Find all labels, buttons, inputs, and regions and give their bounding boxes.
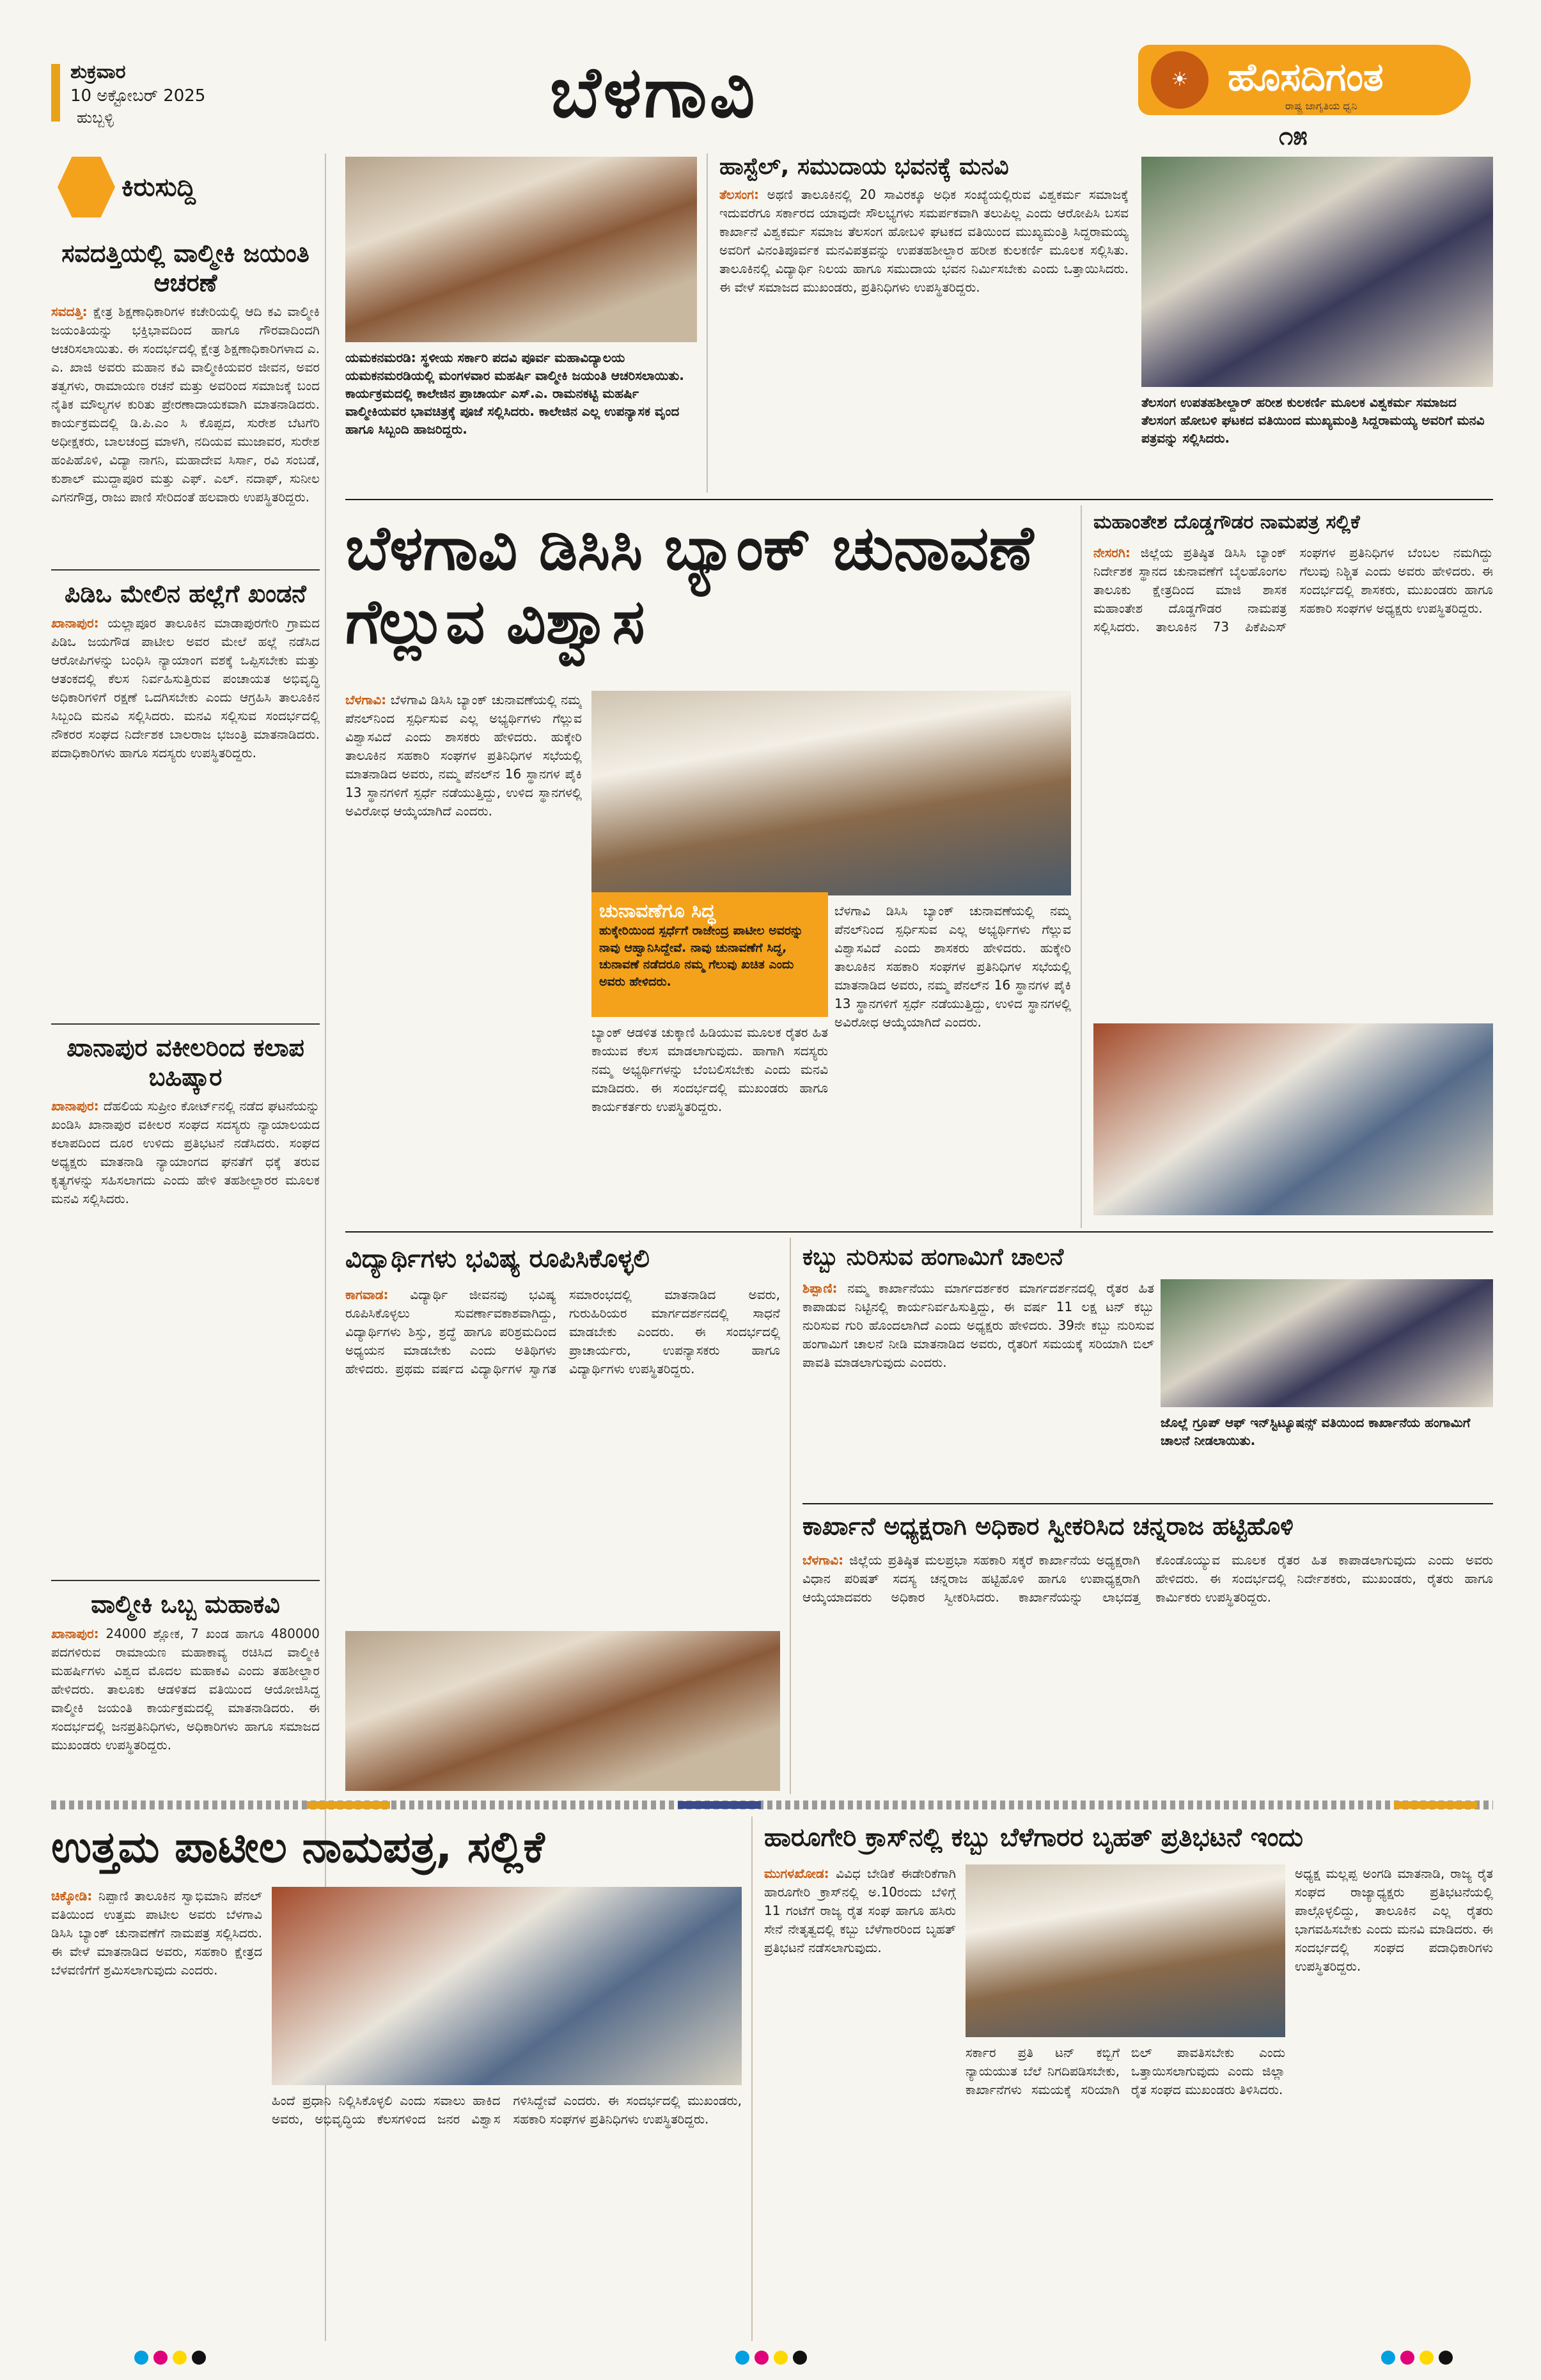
dcc-body-col3: ಬೆಳಗಾವಿ ಡಿಸಿಸಿ ಬ್ಯಾಂಕ್ ಚುನಾವಣೆಯಲ್ಲಿ ನಮ್ಮ ಪೆನಲ್‌ನಿಂದ ಸ್ಪರ್ಧಿಸುವ ಎಲ್ಲ ಅಭ್ಯರ್ಥಿಗಳು ಗೆಲ್ಲುವ ವಿಶ್ವಾಸವಿದೆ ಎಂದು ಶಾಸಕರು ಹೇಳಿದರು. ಹುಕ್ಕೇರಿ ತಾಲೂಕಿನ ಸಹಕಾರಿ ಸಂಘಗಳ ಪ್ರತಿನಿಧಿಗಳ ಸಭೆಯಲ್ಲಿ ಮಾತನಾಡಿದ ಅವರು, ನಮ್ಮ ಪೆನಲ್‌ನ 16 ಸ್ಥಾನಗಳ ಪೈಕಿ 13 ಸ್ಥಾನಗಳಿಗೆ ಸ್ಪರ್ಧೆ ನಡೆಯುತ್ತಿದ್ದು, ಉಳಿದ ಸ್ಥಾನಗಳಲ್ಲಿ ಅವಿರೋಧ ಆಯ್ಕೆಯಾಗಿದೆ ಎಂದರು. [834,903,1071,1030]
brief-story [51,569,320,1017]
dcc-pullquote [591,892,828,1017]
uttam-headline: ಉತ್ತಮ ಪಾಟೀಲ ನಾಮಪತ್ರ, ಸಲ್ಲಿಕೆ [51,1822,545,1873]
issue-date: 10 ಅಕ್ಟೋಬರ್ 2025 [70,86,206,106]
column-divider [707,154,708,493]
brief-body: ಖಾನಾಪುರ: ಯಲ್ಲಾಪೂರ ತಾಲೂಕಿನ ಮಾಡಾಪುರಗೇರಿ ಗ್ರಾಮದ ಪಿಡಿಒ ಜಯಗೌಡ ಪಾಟೀಲ ಅವರ ಮೇಲೆ ಹಲ್ಲೆ ನಡೆಸಿದ ಆರೋಪಿಗಳನ್ನು ಬಂಧಿಸಿ ನ್ಯಾಯಾಂಗ ವಶಕ್ಕೆ ಒಪ್ಪಿಸಬೇಕು ಮತ್ತು ಆತಂಕದಲ್ಲಿ ಕೆಲಸ ನಿರ್ವಹಿಸುತ್ತಿರುವ ಪಂಚಾಯತ ಅಭಿವೃದ್ಧಿ ಅಧಿಕಾರಿಗಳಿಗೆ ರಕ್ಷಣೆ ಒದಗಿಸಬೇಕು ಎಂದು ಆಗ್ರಹಿಸಿ ತಾಲೂಕಿನ ಸಿಬ್ಬಂದಿ ಮನವಿ ಸಲ್ಲಿಸಿದರು. ಮನವಿ ಸಲ್ಲಿಸುವ ಸಂದರ್ಭದಲ್ಲಿ ನೌಕರರ ಸಂಘದ ನಿರ್ದೇಶಕ ಬಾಲರಾಜ ಭಜಂತ್ರಿ ಮಾತನಾಡಿದರು. ಪದಾಧಿಕಾರಿಗಳು ಹಾಗೂ ಸದಸ್ಯರು ಉಪಸ್ಥಿತರಿದ್ದರು. [51,615,320,760]
sugarcane-body: ಶಿಪ್ಪಾಣಿ: ನಮ್ಮ ಕಾರ್ಖಾನೆಯು ಮಾರ್ಗದರ್ಶಕರ ಮಾರ್ಗದರ್ಶನದಲ್ಲಿ ರೈತರ ಹಿತ ಕಾಪಾಡುವ ನಿಟ್ಟಿನಲ್ಲಿ ಕಾರ್ಯನಿರ್ವಹಿಸುತ್ತಿದ್ದು, ಈ ವರ್ಷ 11 ಲಕ್ಷ ಟನ್ ಕಬ್ಬು ನುರಿಸುವ ಗುರಿ ಹೊಂದಲಾಗಿದೆ ಎಂದು ಅಧ್ಯಕ್ಷರು ಹೇಳಿದರು. 39ನೇ ಕಬ್ಬು ನುರಿಸುವ ಹಂಗಾಮಿಗೆ ಚಾಲನೆ ನೀಡಿ ಮಾತನಾಡಿದ ಅವರು, ರೈತರಿಗೆ ಸಮಯಕ್ಕೆ ಸರಿಯಾಗಿ ಬಿಲ್ ಪಾವತಿ ಮಾಡಲಾಗುವುದು ಎಂದರು. [802,1281,1154,1370]
chennaraj-dateline: ಬೆಳಗಾವಿ: [802,1552,844,1568]
harugeri-body-col1: ಮುಗಳಖೋಡ: ವಿವಿಧ ಬೇಡಿಕೆ ಈಡೇರಿಕೆಗಾಗಿ ಹಾರೂಗೇರಿ ಕ್ರಾಸ್‌ನಲ್ಲಿ ಅ.10ರಂದು ಬೆಳಿಗ್ಗೆ 11 ಗಂಟೆಗೆ ರಾಜ್ಯ ರೈತ ಸಂಘ ಹಾಗೂ ಹಸಿರು ಸೇನೆ ನೇತೃತ್ವದಲ್ಲಿ ಕಬ್ಬು ಬೆಳೆಗಾರರಿಂದ ಬೃಹತ್ ಪ್ರತಿಭಟನೆ ನಡೆಸಲಾಗುವುದು. [764,1866,956,1955]
edition-location: ಹುಬ್ಬಳ್ಳಿ [77,109,114,127]
section-rule [345,1231,1493,1233]
brief-headline: ಪಿಡಿಒ ಮೇಲಿನ ಹಲ್ಲೆಗೆ ಖಂಡನೆ [65,579,306,608]
students-dateline: ಕಾಗವಾಡ: [345,1287,389,1302]
registration-marks [735,2351,812,2367]
brief-dateline: ಖಾನಾಪುರ: [51,1625,99,1641]
pullquote-text: ಹುಕ್ಕೇರಿಯಿಂದ ಸ್ಪರ್ಧೆಗೆ ರಾಜೇಂದ್ರ ಪಾಟೀಲ ಅವರನ್ನು ನಾವು ಆಹ್ವಾನಿಸಿದ್ದೇವೆ. ನಾವು ಚುನಾವಣೆಗೆ ಸಿದ್ಧ, ಚುನಾವಣೆ ನಡೆದರೂ ನಮ್ಮ ಗೆಲುವು ಖಚಿತ ಎಂದು ಅವರು ಹೇಳಿದರು. [599,924,804,989]
valmiki-jayanti-caption: ಯಮಕನಮರಡಿ: ಸ್ಥಳೀಯ ಸರ್ಕಾರಿ ಪದವಿ ಪೂರ್ವ ಮಹಾವಿದ್ಯಾಲಯ ಯಮಕನಮರಡಿಯಲ್ಲಿ ಮಂಗಳವಾರ ಮಹರ್ಷಿ ವಾಲ್ಮೀಕಿ ಜಯಂತಿ ಆಚರಿಸಲಾಯಿತು. ಕಾರ್ಯಕ್ರಮದಲ್ಲಿ ಕಾಲೇಜಿನ ಪ್ರಾಚಾರ್ಯ ಎಸ್.ಎ. ರಾಮನಕಟ್ಟಿ ಮಹರ್ಷಿ ವಾಲ್ಮೀಕಿಯವರ ಭಾವಚಿತ್ರಕ್ಕೆ ಪೂಜೆ ಸಲ್ಲಿಸಿದರು. ಕಾಲೇಜಿನ ಎಲ್ಲ ಉಪನ್ಯಾಸಕ ವೃಂದ ಹಾಗೂ ಸಿಬ್ಬಂದಿ ಹಾಜರಿದ್ದರು. [345,350,684,437]
brief-dateline: ಖಾನಾಪುರ: [51,1098,99,1114]
harugeri-body-col2: ಸರ್ಕಾರ ಪ್ರತಿ ಟನ್ ಕಬ್ಬಿಗೆ ನ್ಯಾಯಯುತ ಬೆಲೆ ನಿಗದಿಪಡಿಸಬೇಕು, ಕಾರ್ಖಾನೆಗಳು ಸಮಯಕ್ಕೆ ಸರಿಯಾಗಿ ಬಿಲ್ ಪಾವತಿಸಬೇಕು ಎಂದು ಒತ್ತಾಯಿಸಲಾಗುವುದು ಎಂದು ಜಿಲ್ಲಾ ರೈತ ಸಂಘದ ಮುಖಂಡರು ತಿಳಿಸಿದರು. [966,2045,1285,2097]
brief-headline: ವಾಲ್ಮೀಕಿ ಒಬ್ಬ ಮಹಾಕವಿ [91,1590,280,1618]
hostel-headline: ಹಾಸ್ಟೆಲ್, ಸಮುದಾಯ ಭವನಕ್ಕೆ ಮನವಿ [719,154,1009,180]
students-body: ಕಾಗವಾಡ: ವಿದ್ಯಾರ್ಥಿ ಜೀವನವು ಭವಿಷ್ಯ ರೂಪಿಸಿಕೊಳ್ಳಲು ಸುವರ್ಣಾವಕಾಶವಾಗಿದ್ದು, ವಿದ್ಯಾರ್ಥಿಗಳು ಶಿಸ್ತು, ಶ್ರದ್ಧೆ ಹಾಗೂ ಪರಿಶ್ರಮದಿಂದ ಅಧ್ಯಯನ ಮಾಡಬೇಕು ಎಂದು ಅತಿಥಿಗಳು ಹೇಳಿದರು. ಪ್ರಥಮ ವರ್ಷದ ವಿದ್ಯಾರ್ಥಿಗಳ ಸ್ವಾಗತ ಸಮಾರಂಭದಲ್ಲಿ ಮಾತನಾಡಿದ ಅವರು, ಗುರುಹಿರಿಯರ ಮಾರ್ಗದರ್ಶನದಲ್ಲಿ ಸಾಧನೆ ಮಾಡಬೇಕು ಎಂದರು. ಈ ಸಂದರ್ಭದಲ್ಲಿ ಪ್ರಾಚಾರ್ಯರು, ಉಪನ್ಯಾಸಕರು ಹಾಗೂ ವಿದ್ಯಾರ್ಥಿಗಳು ಉಪಸ್ಥಿತರಿದ್ದರು. [345,1287,780,1376]
harugeri-headline: ಹಾರೂಗೇರಿ ಕ್ರಾಸ್‌ನಲ್ಲಿ ಕಬ್ಬು ಬೆಳೆಗಾರರ ಬೃಹತ್ ಪ್ರತಿಭಟನೆ ಇಂದು [764,1823,1303,1852]
divider-accent [1394,1801,1477,1809]
hostel-dateline: ತೆಲಸಂಗ: [719,187,760,202]
brief-dateline: ಖಾನಾಪುರ: [51,615,99,631]
brand-name: ಹೊಸದಿಗಂತ [1228,55,1384,100]
masthead [0,0,1541,151]
section-rule [345,499,1493,500]
harugeri-dateline: ಮುಗಳಖೋಡ: [764,1866,829,1881]
brief-body: ಖಾನಾಪುರ: 24000 ಶ್ಲೋಕ, 7 ಖಂಡ ಹಾಗೂ 480000 ಪದಗಳಿರುವ ರಾಮಾಯಣ ಮಹಾಕಾವ್ಯ ರಚಿಸಿದ ವಾಲ್ಮೀಕಿ ಮಹರ್ಷಿಗಳು ವಿಶ್ವದ ಮೊದಲ ಮಹಾಕವಿ ಎಂದು ತಹಶೀಲ್ದಾರ ಹೇಳಿದರು. ತಾಲೂಕು ಆಡಳಿತದ ವತಿಯಿಂದ ಆಯೋಜಿಸಿದ್ದ ವಾಲ್ಮೀಕಿ ಜಯಂತಿ ಕಾರ್ಯಕ್ರಮದಲ್ಲಿ ಮಾತನಾಡಿದರು. ಈ ಸಂದರ್ಭದಲ್ಲಿ ಜನಪ್ರತಿನಿಧಿಗಳು, ಅಧಿಕಾರಿಗಳು ಹಾಗೂ ಸಮಾಜದ ಮುಖಂಡರು ಉಪಸ್ಥಿತರಿದ್ದರು. [51,1625,320,1753]
kirusuddi-label: ಕಿರುಸುದ್ದಿ [121,173,196,202]
mahantesh-body: ನೇಸರಗಿ: ಜಿಲ್ಲೆಯ ಪ್ರತಿಷ್ಠಿತ ಡಿಸಿಸಿ ಬ್ಯಾಂಕ್ ನಿರ್ದೇಶಕ ಸ್ಥಾನದ ಚುನಾವಣೆಗೆ ಬೈಲಹೊಂಗಲ ತಾಲೂಕು ಕ್ಷೇತ್ರದಿಂದ ಮಾಜಿ ಶಾಸಕ ಮಹಾಂತೇಶ ದೊಡ್ಡಗೌಡರ ನಾಮಪತ್ರ ಸಲ್ಲಿಸಿದರು. ತಾಲೂಕಿನ 73 ಪಿಕೆಪಿಎಸ್ ಸಂಘಗಳ ಪ್ರತಿನಿಧಿಗಳ ಬೆಂಬಲ ನಮಗಿದ್ದು ಗೆಲುವು ನಿಶ್ಚಿತ ಎಂದು ಅವರು ಹೇಳಿದರು. ಈ ಸಂದರ್ಭದಲ್ಲಿ ಶಾಸಕರು, ಮುಖಂಡರು ಹಾಗೂ ಸಹಕಾರಿ ಸಂಘಗಳ ಅಧ್ಯಕ್ಷರು ಉಪಸ್ಥಿತರಿದ್ದರು. [1093,545,1493,634]
section-rule [802,1503,1493,1504]
dcc-dateline: ಬೆಳಗಾವಿ: [345,692,387,707]
uttam-dateline: ಚಿಕ್ಕೋಡಿ: [51,1888,93,1903]
sun-icon: ☀ [1151,51,1209,109]
dcc-headline: ಬೆಳಗಾವಿ ಡಿಸಿಸಿ ಬ್ಯಾಂಕ್ ಚುನಾವಣೆ ಗೆಲ್ಲುವ ವಿಶ್ವಾಸ [345,512,1034,658]
issue-day: ಶುಕ್ರವಾರ [70,61,126,83]
brief-headline: ಖಾನಾಪುರ ವಕೀಲರಿಂದ ಕಲಾಪ ಬಹಿಷ್ಕಾರ [66,1034,304,1091]
column-divider [751,1817,753,2341]
divider-stripe [51,1801,1493,1809]
dcc-body-col2: ಬ್ಯಾಂಕ್ ಆಡಳಿತ ಚುಕ್ಕಾಣಿ ಹಿಡಿಯುವ ಮೂಲಕ ರೈತರ ಹಿತ ಕಾಯುವ ಕೆಲಸ ಮಾಡಲಾಗುವುದು. ಹಾಗಾಗಿ ಸದಸ್ಯರು ನಮ್ಮ ಅಭ್ಯರ್ಥಿಗಳನ್ನು ಬೆಂಬಲಿಸಬೇಕು ಎಂದು ಮನವಿ ಮಾಡಿದರು. ಈ ಸಂದರ್ಭದಲ್ಲಿ ಮುಖಂಡರು ಹಾಗೂ ಕಾರ್ಯಕರ್ತರು ಉಪಸ್ಥಿತರಿದ್ದರು. [591,1025,828,1114]
divider-accent [307,1801,390,1809]
mahantesh-headline: ಮಹಾಂತೇಶ ದೊಡ್ಡಗೌಡರ ನಾಮಪತ್ರ ಸಲ್ಲಿಕೆ [1093,511,1360,533]
uttam-photo [272,1887,742,2085]
masthead-accent [51,64,60,122]
registration-marks [134,2351,211,2367]
sugarcane-photo [1161,1279,1493,1407]
pullquote-title: ಚುನಾವಣೆಗೂ ಸಿದ್ಧ [599,900,716,922]
brief-body: ಸವದತ್ತಿ: ಕ್ಷೇತ್ರ ಶಿಕ್ಷಣಾಧಿಕಾರಿಗಳ ಕಚೇರಿಯಲ್ಲಿ ಆದಿ ಕವಿ ವಾಲ್ಮೀಕಿ ಜಯಂತಿಯನ್ನು ಭಕ್ತಿಭಾವದಿಂದ ಹಾಗೂ ಗೌರವಾದಿಂದಗಿ ಆಚರಿಸಲಾಯಿತು. ಈ ಸಂದರ್ಭದಲ್ಲಿ ಕ್ಷೇತ್ರ ಶಿಕ್ಷಣಾಧಿಕಾರಿಗಳಾದ ಎ. ಎ. ಖಾಜಿ ಅವರು ಮಹಾನ ಕವಿ ವಾಲ್ಮೀಕಿಯವರ ಜೀವನ, ಅವರ ತತ್ವಗಳು, ರಾಮಾಯಣ ರಚನೆ ಮತ್ತು ಅವರಿಂದ ಸಮಾಜಕ್ಕೆ ಬಂದ ನೈತಿಕ ಮೌಲ್ಯಗಳ ಕುರಿತು ಪ್ರೇರಣಾದಾಯಕವಾಗಿ ಮಾತನಾಡಿದರು. ಕಾರ್ಯಕ್ರಮದಲ್ಲಿ ಡಿ.ಪಿ.ಎಂ ಸಿ ಕೊಪ್ಪದ, ಸುರೇಶ ಬೆಟಗೆರಿ ಅಧೀಕ್ಷಕರು, ಬಾಲಚಂದ್ರ ಮಾಳಗಿ, ನದಿಯವ ಮುಜಾವರ, ಸುರೇಶ ಹಂಪಿಹೊಳಿ, ವಿದ್ಯಾ ನಾಗನಿ, ಮಹಾದೇವ ಸಿರ್ಸಾ, ರವಿ ಸಂಬಡೆ, ಕುಶಾಲ್ ಮುದ್ದಾಪೂರ ಮತ್ತು ಎಫ್. ಎಲ್. ನದಾಫ್, ಸುನೀಲ ಎಗನಗೌಡ್ರ, ರಾಜು ಪಾಣಿ ಸೇರಿದಂತೆ ಹಲವಾರು ಉಪಸ್ಥಿತರಿದ್ದರು. [51,304,320,505]
mahantesh-photo [1093,1023,1493,1215]
harugeri-body-col3: ಅಧ್ಯಕ್ಷ ಮಲ್ಲಪ್ಪ ಅಂಗಡಿ ಮಾತನಾಡಿ, ರಾಜ್ಯ ರೈತ ಸಂಘದ ರಾಜ್ಯಾಧ್ಯಕ್ಷರು ಪ್ರತಿಭಟನೆಯಲ್ಲಿ ಪಾಲ್ಗೊಳ್ಳಲಿದ್ದು, ತಾಲೂಕಿನ ಎಲ್ಲ ರೈತರು ಭಾಗವಹಿಸಬೇಕು ಎಂದು ಮನವಿ ಮಾಡಿದರು. ಈ ಸಂದರ್ಭದಲ್ಲಿ ಸಂಘದ ಪದಾಧಿಕಾರಿಗಳು ಉಪಸ್ಥಿತರಿದ್ದರು. [1295,1866,1493,1974]
brief-dateline: ಸವದತ್ತಿ: [51,304,88,320]
page-number: ೧೫ [1279,122,1308,151]
dcc-body-col1: ಬೆಳಗಾವಿ: ಬೆಳಗಾವಿ ಡಿಸಿಸಿ ಬ್ಯಾಂಕ್ ಚುನಾವಣೆಯಲ್ಲಿ ನಮ್ಮ ಪೆನಲ್‌ನಿಂದ ಸ್ಪರ್ಧಿಸುವ ಎಲ್ಲ ಅಭ್ಯರ್ಥಿಗಳು ಗೆಲ್ಲುವ ವಿಶ್ವಾಸವಿದೆ ಎಂದು ಶಾಸಕರು ಹೇಳಿದರು. ಹುಕ್ಕೇರಿ ತಾಲೂಕಿನ ಸಹಕಾರಿ ಸಂಘಗಳ ಪ್ರತಿನಿಧಿಗಳ ಸಭೆಯಲ್ಲಿ ಮಾತನಾಡಿದ ಅವರು, ನಮ್ಮ ಪೆನಲ್‌ನ 16 ಸ್ಥಾನಗಳ ಪೈಕಿ 13 ಸ್ಥಾನಗಳಿಗೆ ಸ್ಪರ್ಧೆ ನಡೆಯುತ್ತಿದ್ದು, ಉಳಿದ ಸ್ಥಾನಗಳಲ್ಲಿ ಅವಿರೋಧ ಆಯ್ಕೆಯಾಗಿದೆ ಎಂದರು. [345,692,582,819]
harugeri-photo [966,1864,1285,2037]
divider-accent [678,1801,761,1809]
brand-tagline: ರಾಷ್ಟ್ರ ಜಾಗೃತಿಯ ಧ್ವನಿ [1285,100,1357,112]
brief-body: ಖಾನಾಪುರ: ದೆಹಲಿಯ ಸುಪ್ರೀಂ ಕೋರ್ಟ್‌ನಲ್ಲಿ ನಡೆದ ಘಟನೆಯನ್ನು ಖಂಡಿಸಿ ಖಾನಾಪುರ ವಕೀಲರ ಸಂಘದ ಸದಸ್ಯರು ನ್ಯಾಯಾಲಯದ ಕಲಾಪದಿಂದ ದೂರ ಉಳಿದು ಪ್ರತಿಭಟನೆ ನಡೆಸಿದರು. ಸಂಘದ ಅಧ್ಯಕ್ಷರು ಮಾತನಾಡಿ ನ್ಯಾಯಾಂಗದ ಘನತೆಗೆ ಧಕ್ಕೆ ತರುವ ಕೃತ್ಯಗಳನ್ನು ಸಹಿಸಲಾಗದು ಎಂದು ಹೇಳಿ ತಹಶೀಲ್ದಾರರ ಮೂಲಕ ಮನವಿ ಸಲ್ಲಿಸಿದರು. [51,1098,320,1207]
brief-story [51,1580,320,1861]
hostel-photo [1141,157,1493,387]
caption-dateline: ಯಮಕನಮರಡಿ: [345,350,416,365]
hostel-body: ತೆಲಸಂಗ: ಅಥಣಿ ತಾಲೂಕಿನಲ್ಲಿ 20 ಸಾವಿರಕ್ಕೂ ಅಧಿಕ ಸಂಖ್ಯೆಯಲ್ಲಿರುವ ವಿಶ್ವಕರ್ಮ ಸಮಾಜಕ್ಕೆ ಇದುವರೆಗೂ ಸರ್ಕಾರದ ಯಾವುದೇ ಸೌಲಭ್ಯಗಳು ಸಮರ್ಪಕವಾಗಿ ತಲುಪಿಲ್ಲ ಎಂದು ಆರೋಪಿಸಿ ಬಸವ ಕಾರ್ಖಾನೆ ವಿಶ್ವಕರ್ಮ ಸಮಾಜ ತೆಲಸಂಗ ಹೋಬಳಿ ಘಟಕದ ವತಿಯಿಂದ ಮುಖ್ಯಮಂತ್ರಿ ಸಿದ್ದರಾಮಯ್ಯ ಅವರಿಗೆ ವಿನಂತಿಪೂರ್ವಕ ಮನವಿಪತ್ರವನ್ನು ಉಪತಹಶೀಲ್ದಾರ ಹರೀಶ ಕುಲಕರ್ಣಿ ಮೂಲಕ ಸಲ್ಲಿಸಿತು. ತಾಲೂಕಿನಲ್ಲಿ ವಿದ್ಯಾರ್ಥಿ ನಿಲಯ ಹಾಗೂ ಸಮುದಾಯ ಭವನ ನಿರ್ಮಿಸಬೇಕು ಎಂದು ಒತ್ತಾಯಿಸಿದರು. ಈ ವೇಳೆ ಸಮಾಜದ ಮುಖಂಡರು, ಪ್ರತಿನಿಧಿಗಳು ಉಪಸ್ಥಿತರಿದ್ದರು. [719,187,1129,295]
students-photo [345,1631,780,1791]
sugarcane-headline: ಕಬ್ಬು ನುರಿಸುವ ಹಂಗಾಮಿಗೆ ಚಾಲನೆ [802,1244,1064,1270]
brief-story [51,230,320,563]
dcc-photo [591,691,1071,895]
chennaraj-headline: ಕಾರ್ಖಾನೆ ಅಧ್ಯಕ್ಷರಾಗಿ ಅಧಿಕಾರ ಸ್ವೀಕರಿಸಿದ ಚನ್ನರಾಜ ಹಟ್ಟಿಹೊಳಿ [802,1512,1294,1540]
uttam-body-col1: ಚಿಕ್ಕೋಡಿ: ನಿಪ್ಪಾಣಿ ತಾಲೂಕಿನ ಸ್ವಾಭಿಮಾನಿ ಪೆನಲ್ ವತಿಯಿಂದ ಉತ್ತಮ ಪಾಟೀಲ ಅವರು ಬೆಳಗಾವಿ ಡಿಸಿಸಿ ಬ್ಯಾಂಕ್ ಚುನಾವಣೆಗೆ ನಾಮಪತ್ರ ಸಲ್ಲಿಸಿದರು. ಈ ವೇಳೆ ಮಾತನಾಡಿದ ಅವರು, ಸಹಕಾರಿ ಕ್ಷೇತ್ರದ ಬೆಳವಣಿಗೆಗೆ ಶ್ರಮಿಸಲಾಗುವುದು ಎಂದರು. [51,1888,262,1978]
hand-icon [58,157,115,217]
sugarcane-dateline: ಶಿಪ್ಪಾಣಿ: [802,1281,838,1296]
sugarcane-photo-caption: ಜೊಲ್ಲೆ ಗ್ರೂಪ್ ಆಫ್ ಇನ್‌ಸ್ಟಿಟ್ಯೂಷನ್ಸ್ ವತಿಯಿಂದ ಕಾರ್ಖಾನೆಯ ಹಂಗಾಮಿಗೆ ಚಾಲನೆ ನೀಡಲಾಯಿತು. [1161,1415,1471,1448]
newspaper-logo [1138,45,1471,151]
kirusuddi-header [51,154,326,224]
brief-headline: ಸವದತ್ತಿಯಲ್ಲಿ ವಾಲ್ಮೀಕಿ ಜಯಂತಿ ಆಚರಣೆ [61,239,309,297]
mahantesh-dateline: ನೇಸರಗಿ: [1093,545,1130,560]
brief-story [51,1023,320,1573]
students-headline: ವಿದ್ಯಾರ್ಥಿಗಳು ಭವಿಷ್ಯ ರೂಪಿಸಿಕೊಳ್ಳಲಿ [345,1244,650,1273]
registration-marks [1381,2351,1458,2367]
section-title: ಬೆಳಗಾವಿ [550,51,758,133]
kirusuddi-stories [51,230,320,1861]
valmiki-jayanti-photo [345,157,697,342]
logo-badge [1138,45,1471,115]
column-divider [1081,505,1082,1228]
column-divider [790,1238,791,1794]
uttam-body-col2: ಹಿಂದೆ ಪ್ರಧಾನಿ ನಿಲ್ಲಿಸಿಕೊಳ್ಳಲಿ ಎಂದು ಸವಾಲು ಹಾಕಿದ ಅವರು, ಅಭಿವೃದ್ಧಿಯ ಕೆಲಸಗಳಿಂದ ಜನರ ವಿಶ್ವಾಸ ಗಳಿಸಿದ್ದೇವೆ ಎಂದರು. ಈ ಸಂದರ್ಭದಲ್ಲಿ ಮುಖಂಡರು, ಸಹಕಾರಿ ಸಂಘಗಳ ಪ್ರತಿನಿಧಿಗಳು ಉಪಸ್ಥಿತರಿದ್ದರು. [272,2093,742,2127]
chennaraj-body: ಬೆಳಗಾವಿ: ಜಿಲ್ಲೆಯ ಪ್ರತಿಷ್ಠಿತ ಮಲಪ್ರಭಾ ಸಹಕಾರಿ ಸಕ್ಕರೆ ಕಾರ್ಖಾನೆಯ ಅಧ್ಯಕ್ಷರಾಗಿ ವಿಧಾನ ಪರಿಷತ್ ಸದಸ್ಯ ಚನ್ನರಾಜ ಹಟ್ಟಿಹೊಳಿ ಹಾಗೂ ಉಪಾಧ್ಯಕ್ಷರಾಗಿ ಆಯ್ಕೆಯಾದವರು ಅಧಿಕಾರ ಸ್ವೀಕರಿಸಿದರು. ಕಾರ್ಖಾನೆಯನ್ನು ಲಾಭದತ್ತ ಕೊಂಡೊಯ್ಯುವ ಮೂಲಕ ರೈತರ ಹಿತ ಕಾಪಾಡಲಾಗುವುದು ಎಂದು ಅವರು ಹೇಳಿದರು. ಈ ಸಂದರ್ಭದಲ್ಲಿ ನಿರ್ದೇಶಕರು, ಮುಖಂಡರು, ರೈತರು ಹಾಗೂ ಕಾರ್ಮಿಕರು ಉಪಸ್ಥಿತರಿದ್ದರು. [802,1552,1493,1605]
hostel-photo-caption: ತೆಲಸಂಗ ಉಪತಹಶೀಲ್ದಾರ್ ಹರೀಶ ಕುಲಕರ್ಣಿ ಮೂಲಕ ವಿಶ್ವಕರ್ಮ ಸಮಾಜದ ತೆಲಸಂಗ ಹೋಬಳಿ ಘಟಕದ ವತಿಯಿಂದ ಮುಖ್ಯಮಂತ್ರಿ ಸಿದ್ದರಾಮಯ್ಯ ಅವರಿಗೆ ಮನವಿ ಪತ್ರವನ್ನು ಸಲ್ಲಿಸಿದರು. [1141,395,1485,446]
